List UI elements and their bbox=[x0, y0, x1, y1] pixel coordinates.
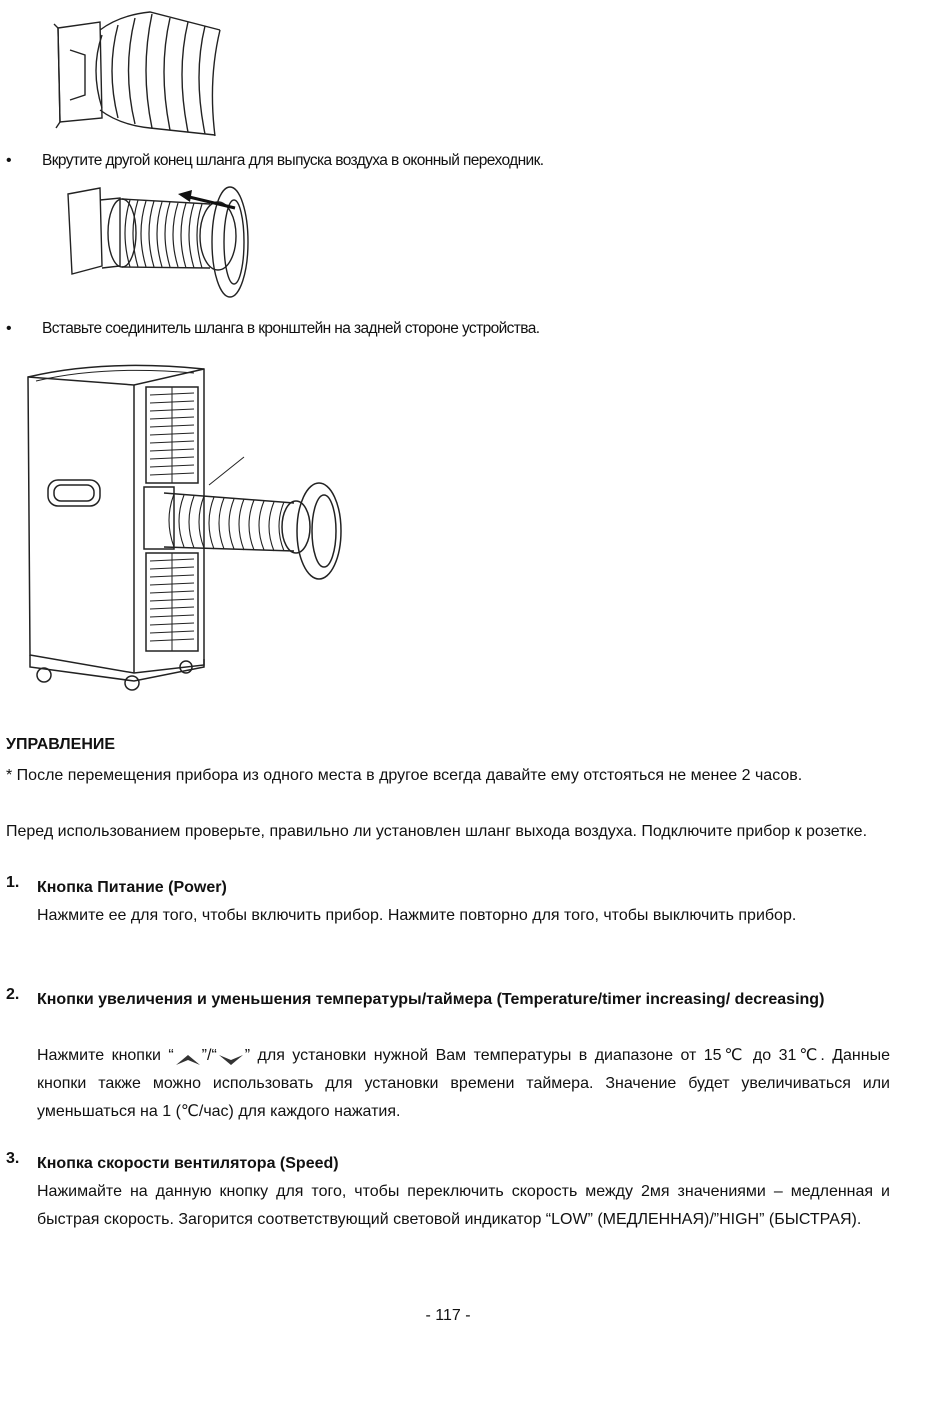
item-text: Нажмите ее для того, чтобы включить прибор. Нажмите повторно для того, чтобы выключить прибор. bbox=[37, 907, 797, 924]
item-title: Кнопка скорости вентилятора (Speed) bbox=[37, 1155, 339, 1172]
item-number: 3. bbox=[6, 1150, 20, 1167]
bullet-text-1: Вкрутите другой конец шланга для выпуска воздуха в оконный переходник. bbox=[42, 152, 544, 169]
bullet-icon: • bbox=[6, 152, 12, 169]
item-text: Нажимайте на данную кнопку для того, чтобы переключить скорость между 2мя значениями – медленная и быстрая скорость. Загорится соответствующий световой индикатор “LOW” (МЕДЛЕННАЯ)/”HIGH” (БЫСТРАЯ). bbox=[37, 1183, 890, 1228]
air-conditioner-hose-illustration bbox=[14, 355, 364, 695]
bullet-icon: • bbox=[6, 320, 12, 337]
section-title: УПРАВЛЕНИЕ bbox=[6, 736, 116, 753]
item-title: Кнопка Питание (Power) bbox=[37, 879, 227, 896]
chevron-up-icon bbox=[174, 1049, 202, 1063]
hose-window-adapter-illustration bbox=[40, 0, 240, 140]
hose-connection-illustration bbox=[60, 178, 260, 308]
section-intro: Перед использованием проверьте, правильно ли установлен шланг выхода воздуха. Подключите прибор к розетке. bbox=[6, 823, 868, 840]
item-title: Кнопки увеличения и уменьшения температуры/таймера (Temperature/timer increasing/ decreasing) bbox=[37, 991, 825, 1008]
item-text-post: ” для установки нужной Вам температуры в диапазоне от 15℃ до 31℃. Данные кнопки также можно использовать для установки времени таймера. Значение будет увеличиваться или уменьшаться на 1 (℃/час) для каждого нажатия. bbox=[37, 1047, 890, 1120]
item-text bbox=[37, 1042, 890, 1126]
bullet-text-2: Вставьте соединитель шланга в кронштейн на задней стороне устройства. bbox=[42, 320, 540, 337]
item-number: 1. bbox=[6, 874, 20, 891]
chevron-down-icon bbox=[217, 1049, 245, 1063]
item-number: 2. bbox=[6, 986, 20, 1003]
section-note: * После перемещения прибора из одного места в другое всегда давайте ему отстояться не менее 2 часов. bbox=[6, 767, 803, 784]
item-text-mid: ”/“ bbox=[201, 1047, 217, 1064]
item-text-pre: Нажмите кнопки “ bbox=[37, 1047, 174, 1064]
page-number: - 117 - bbox=[425, 1307, 471, 1324]
